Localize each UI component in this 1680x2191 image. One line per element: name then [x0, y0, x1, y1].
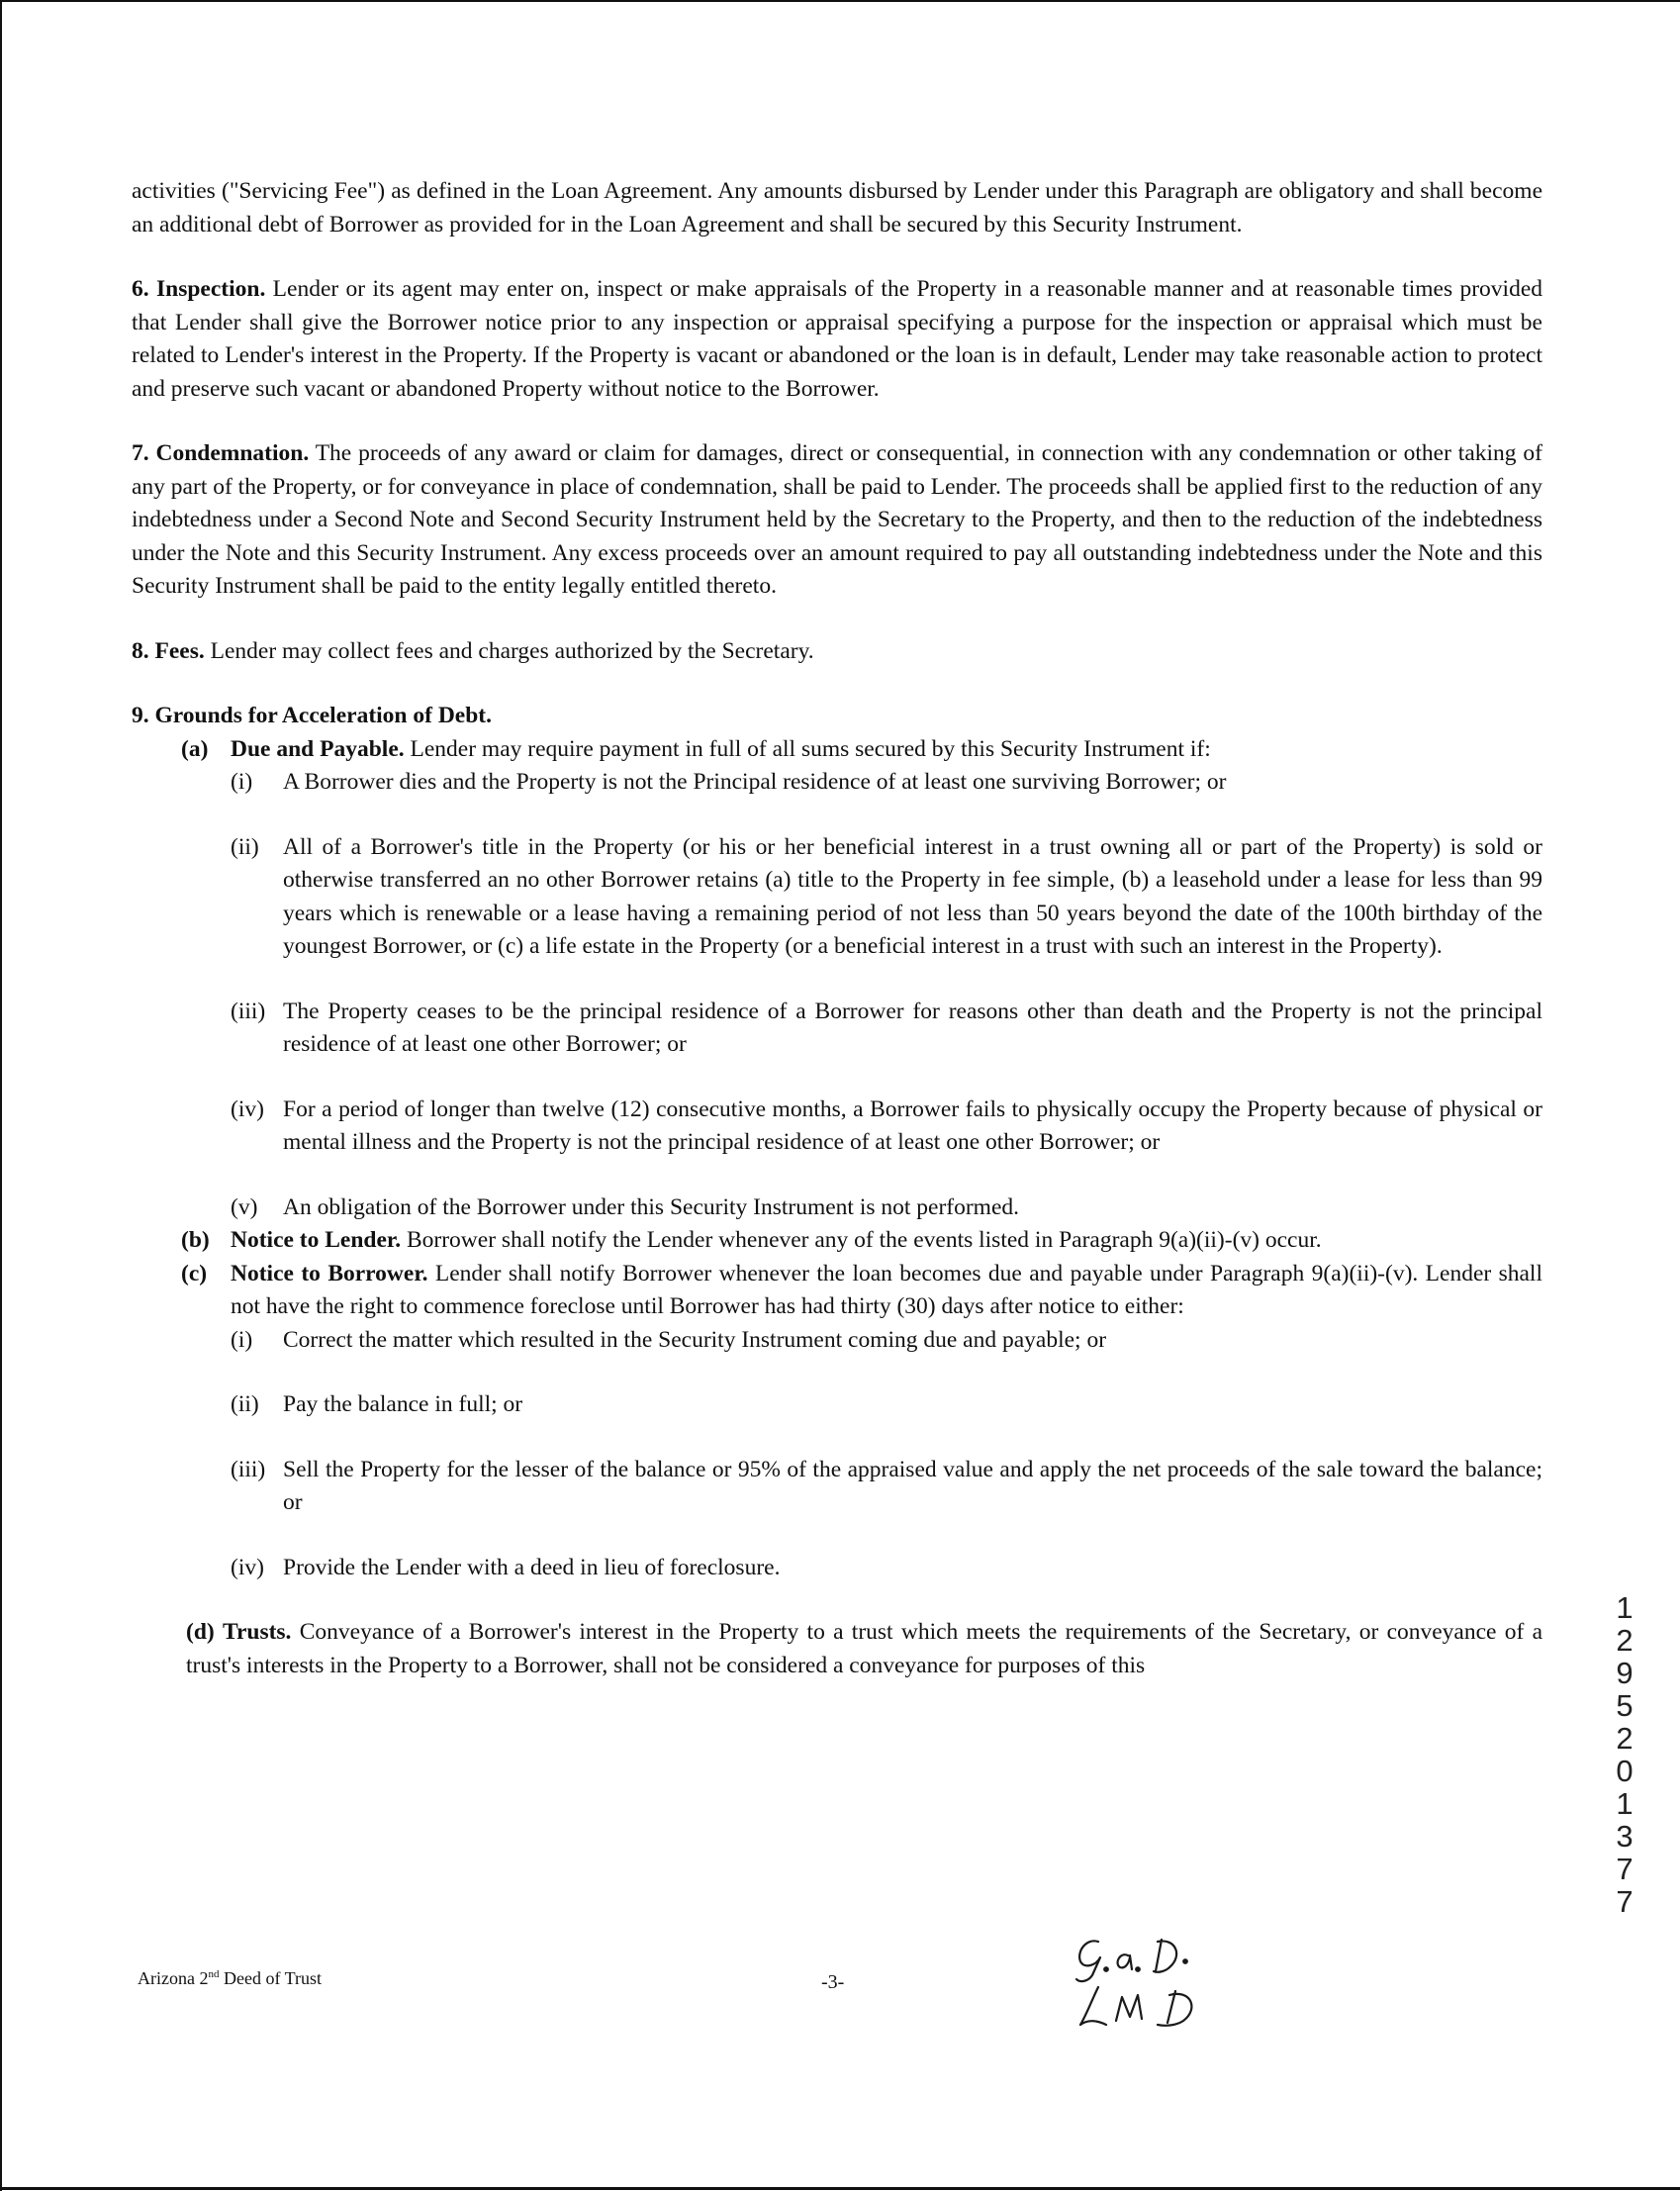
subsection-b	[132, 1224, 1542, 1258]
section-7-text: The proceeds of any award or claim for damages, direct or consequential, in connection with any condemnation or other taking of any part of the Property, or for conveyance in place of condemnation, shall be paid to Lender. The proceeds shall be applied first to the reduction of any indebtedness under a Second Note and Second Security Instrument held by the Secretary to the Property, and then to the reduction of the indebtedness under the Note and this Security Instrument. Any excess proceeds over an amount required to pay all outstanding indebtedness under the Note and this Security Instrument shall be paid to the entity legally entitled thereto.	[132, 440, 1542, 599]
footer-document-title: Arizona 2nd Deed of Trust	[138, 1968, 322, 1988]
subsection-b-label: (b)	[181, 1227, 210, 1253]
subsection-a-text: Lender may require payment in full of all sums secured by this Security Instrument if:	[410, 735, 1211, 762]
section-8-fees	[132, 635, 1542, 669]
side-recording-number: 1 2 9 5 2 0 1 3 7 7	[1616, 1590, 1633, 1919]
list-item: (i) Correct the matter which resulted in the Security Instrument coming due and payable; or	[231, 1326, 1107, 1353]
document-body	[132, 175, 1542, 1682]
section-9-acceleration	[132, 700, 1542, 1682]
section-6-text: Lender or its agent may enter on, inspect or make appraisals of the Property in a reasonable manner and at reasonable times provided that Lender shall give the Borrower notice prior to any inspection or appraisal specifying a purpose for the inspection or appraisal which must be related to Lender's interest in the Property. If the Property is vacant or abandoned or the loan is in default, Lender may take reasonable action to protect and preserve such vacant or abandoned Property without notice to the Borrower.	[132, 276, 1542, 402]
subsection-d-heading: Trusts.	[223, 1619, 292, 1645]
subsection-a-label: (a)	[181, 735, 209, 762]
subsection-b-heading: Notice to Lender.	[231, 1227, 402, 1253]
list-item: (i) A Borrower dies and the Property is not the Principal residence of at least one surviving Borrower; or	[231, 769, 1227, 795]
subsection-d	[132, 1616, 1542, 1682]
subsection-c-heading: Notice to Borrower.	[231, 1260, 428, 1286]
list-item: (iii) The Property ceases to be the principal residence of a Borrower for reasons other than death and the Property is not the principal residence of at least one other Borrower; or	[231, 998, 1542, 1057]
subsection-a-heading: Due and Payable.	[231, 735, 405, 762]
subsection-c	[132, 1258, 1542, 1324]
subsection-d-text: Conveyance of a Borrower's interest in the Property to a trust which meets the requirements of the Secretary, or conveyance of a trust's interests in the Property to a Borrower, shall not be considered a conveyance for purposes of this	[186, 1619, 1543, 1678]
list-item: (iv) For a period of longer than twelve (12) consecutive months, a Borrower fails to physically occupy the Property because of physical or mental illness and the Property is not the principal residence of at least one other Borrower; or	[231, 1096, 1542, 1155]
handwritten-initials	[1059, 1930, 1257, 2044]
section-8-text: Lender may collect fees and charges authorized by the Secretary.	[210, 637, 814, 664]
list-item: (ii) Pay the balance in full; or	[231, 1391, 523, 1417]
list-item: (ii) All of a Borrower's title in the Property (or his or her beneficial interest in a trust owning all or part of the Property) is sold or otherwise transferred an no other Borrower retains (a) title to the Property in fee simple, (b) a leasehold under a lease for less than 99 years which is renewable or a lease having a remaining period of not less than 50 years beyond the date of the 100th birthday of the youngest Borrower, or (c) a life estate in the Property (or a beneficial interest in a trust with such an interest in the Property).	[231, 833, 1542, 959]
page-border-left	[0, 0, 2, 2191]
section-7-condemnation	[132, 437, 1542, 604]
initials-signature	[1059, 1930, 1257, 2039]
subsection-d-label: (d)	[186, 1619, 215, 1645]
subsection-b-text: Borrower shall notify the Lender whenever any of the events listed in Paragraph 9(a)(ii)-(v) occur.	[406, 1227, 1322, 1253]
section-7-heading: 7. Condemnation.	[132, 440, 310, 466]
section-6-heading: 6. Inspection.	[132, 276, 266, 302]
list-item: (iii) Sell the Property for the lesser of the balance or 95% of the appraised value and apply the net proceeds of the sale toward the balance; or	[231, 1456, 1542, 1515]
list-item: (iv) Provide the Lender with a deed in lieu of foreclosure.	[231, 1554, 781, 1580]
opening-paragraph: activities ("Servicing Fee") as defined in the Loan Agreement. Any amounts disbursed by Lender under this Paragraph are obligatory and shall become an additional debt of Borrower as provided for in the Loan Agreement and shall be secured by this Security Instrument.	[132, 178, 1542, 238]
section-9-heading: 9. Grounds for Acceleration of Debt.	[132, 703, 492, 728]
subsection-c-label: (c)	[181, 1260, 208, 1286]
page-number: -3-	[821, 1971, 845, 1993]
list-item: (v) An obligation of the Borrower under this Security Instrument is not performed.	[231, 1193, 1020, 1220]
section-8-heading: 8. Fees.	[132, 637, 205, 664]
section-6-inspection	[132, 273, 1542, 406]
subsection-c-text: Lender shall notify Borrower whenever the loan becomes due and payable under Paragraph 9(a)(ii)-(v). Lender shall not have the right to commence foreclose until Borrower has had thirty (30) days after notice to either:	[231, 1260, 1542, 1319]
subsection-a	[132, 733, 1542, 767]
page-border-bottom	[0, 2187, 1680, 2190]
page-border-top	[0, 0, 1680, 2]
